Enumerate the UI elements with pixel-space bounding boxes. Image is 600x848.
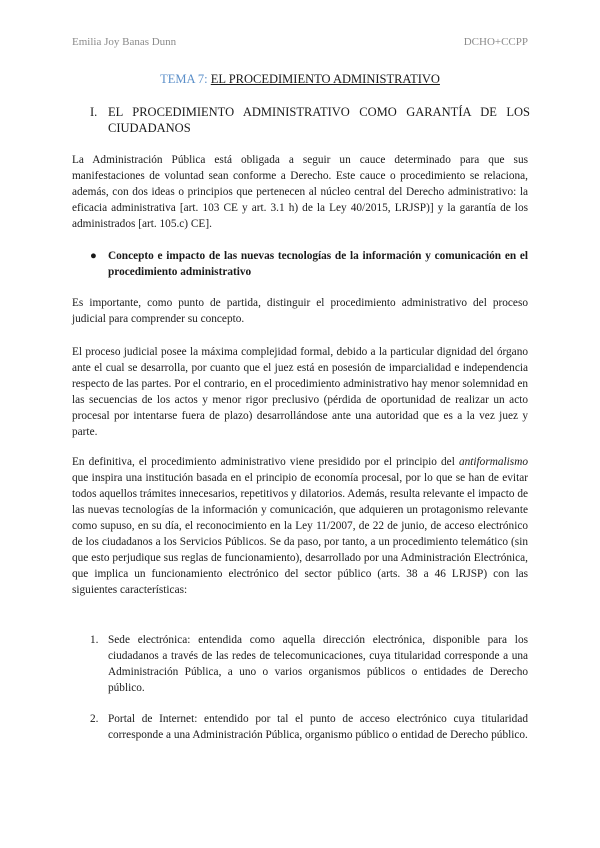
paragraph-antiformalism-start: En definitiva, el procedimiento administrativo viene presidido por el principio del: [72, 456, 459, 468]
list-item-number: 2.: [90, 713, 99, 725]
list-item-text: Sede electrónica: entendida como aquella dirección electrónica, disponible para los ciudadanos a través de las redes de telecomunicaciones, cuya titularidad corresponde a una Administración Pública, a uno o varios organismos públicos o entidades de Derecho público.: [108, 634, 528, 694]
bullet-heading-text: Concepto e impacto de las nuevas tecnologías de la información y comunicación en el procedimiento administrativo: [108, 250, 528, 278]
section-title: EL PROCEDIMIENTO ADMINISTRATIVO COMO GARANTÍA DE LOS CIUDADANOS: [108, 105, 530, 135]
page-title: [0, 72, 600, 87]
title-label: TEMA 7:: [160, 72, 208, 86]
header-course: DCHO+CCPP: [463, 36, 528, 48]
list-item: [90, 632, 528, 696]
antiformalism-term: antiformalismo: [458, 456, 528, 468]
paragraph-judicial-process: El proceso judicial posee la máxima complejidad formal, debido a la particular dignidad del órgano ante el cual se desarrolla, por cuanto que el juez está en posesión de imparcialidad e independencia respecto de las partes. Por el contrario, en el procedimiento administrativo hay menor solemnidad en las secuencias de los actos y menor rigor preclusivo (pérdida de oportunidad de realizar un acto procesal por intentarse fuera de plazo) desarrollándose ante una autoridad que es a la vez juez y parte.: [72, 346, 528, 438]
list-item: [90, 711, 528, 743]
paragraph-antiformalism: [72, 454, 528, 598]
list-item-text: Portal de Internet: entendido por tal el punto de acceso electrónico cuya titularidad corresponde a una Administración Pública, organismo público o entidad de Derecho público.: [108, 713, 528, 741]
bullet-dot-icon: ●: [90, 250, 97, 262]
title-text: EL PROCEDIMIENTO ADMINISTRATIVO: [210, 72, 440, 86]
paragraph-antiformalism-rest: que inspira una institución basada en el principio de economía procesal, por lo que se han de evitar todos aquellos trámites innecesarios, repetitivos y dilatorios. Además, resulta relevante el impacto de las nuevas tecnologías de la información y comunicación, que adquieren un protagonismo relevante como supuso, en su día, el reconocimiento en la Ley 11/2007, de 22 de junio, de acceso electrónico de los ciudadanos a los Servicios Públicos. Se da paso, por tanto, a un procedimiento telemático (sin que esto perjudique sus reglas de funcionamiento), desarrollado por una Administración Electrónica, que implica un funcionamiento electrónico del sector público (arts. 38 a 46 LRJSP) con las siguientes características:: [72, 472, 528, 596]
paragraph-intro: La Administración Pública está obligada a seguir un cauce determinado para que sus manifestaciones de voluntad sean conforme a Derecho. Este cauce o procedimiento se relaciona, además, con dos ideas o principios que pertenecen al núcleo central del Derecho administrativo: la eficacia administrativa [art. 103 CE y art. 3.1 h) de la Ley 40/2015, LRJSP)] y la garantía de los administrados [art. 105.c) CE].: [72, 154, 528, 230]
header-author: Emilia Joy Banas Dunn: [72, 36, 177, 48]
list-item-number: 1.: [90, 634, 99, 646]
section-number: I.: [90, 105, 98, 119]
section-heading: [90, 104, 530, 136]
bullet-heading: [90, 248, 528, 280]
paragraph-starting-point: Es importante, como punto de partida, distinguir el procedimiento administrativo del proceso judicial para comprender su concepto.: [72, 297, 528, 325]
